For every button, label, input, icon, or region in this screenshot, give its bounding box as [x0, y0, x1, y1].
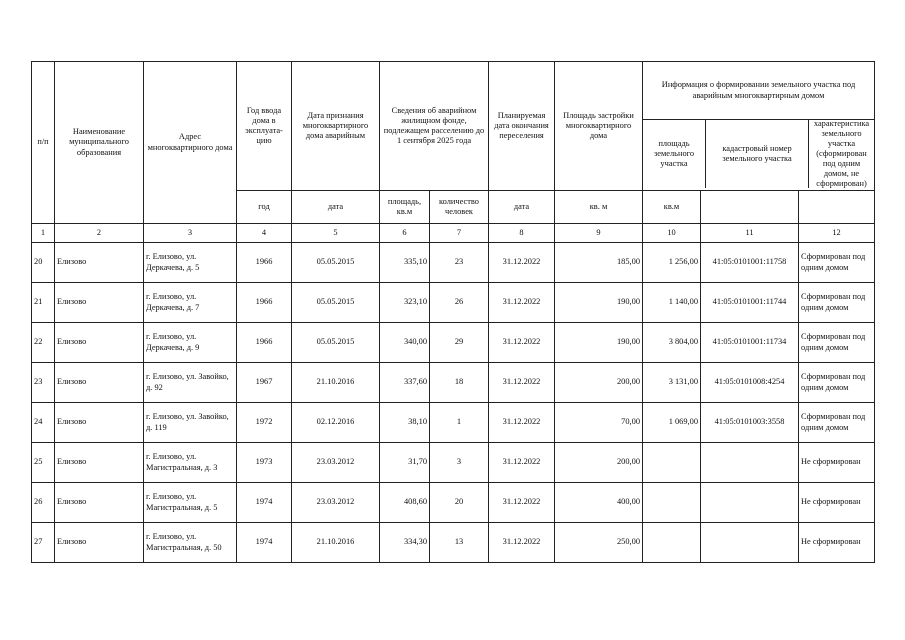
address-cell: г. Елизово, ул. Магистральная, д. 3 — [144, 443, 237, 483]
cadastral-number-cell — [701, 483, 799, 523]
unit-status-empty — [799, 191, 875, 224]
header-address: Адрес многоквартирного дома — [144, 62, 237, 224]
year-cell: 1974 — [237, 483, 292, 523]
cadastral-number-cell: 41:05:0101001:11758 — [701, 243, 799, 283]
column-number: 6 — [380, 224, 430, 243]
year-cell: 1974 — [237, 523, 292, 563]
unit-building-area: кв. м — [555, 191, 643, 224]
row-number: 22 — [32, 323, 55, 363]
date-cell: 05.05.2015 — [292, 243, 380, 283]
column-number: 1 — [32, 224, 55, 243]
building-area-cell: 190,00 — [555, 323, 643, 363]
row-number: 27 — [32, 523, 55, 563]
row-number: 26 — [32, 483, 55, 523]
building-area-cell: 70,00 — [555, 403, 643, 443]
building-area-cell: 200,00 — [555, 443, 643, 483]
column-number: 11 — [701, 224, 799, 243]
building-area-cell: 185,00 — [555, 243, 643, 283]
header-num: п/п — [32, 62, 55, 224]
building-area-cell: 200,00 — [555, 363, 643, 403]
header-year-built: Год ввода дома в эксплуата-цию — [237, 62, 292, 191]
header-land-info-group — [643, 62, 875, 191]
people-cell: 20 — [430, 483, 489, 523]
land-area-cell: 3 131,00 — [643, 363, 701, 403]
land-status-cell: Не сформирован — [799, 483, 875, 523]
land-area-cell — [643, 523, 701, 563]
table-row — [32, 483, 875, 523]
address-cell: г. Елизово, ул. Завойко, д. 119 — [144, 403, 237, 443]
date-cell: 23.03.2012 — [292, 443, 380, 483]
municipality-cell: Елизово — [55, 403, 144, 443]
land-status-cell: Не сформирован — [799, 523, 875, 563]
header-land-status: характеристика земельного участка (сформирован под одним домом, не сформирован) — [813, 118, 870, 189]
area-cell: 408,60 — [380, 483, 430, 523]
land-status-cell: Сформирован под одним домом — [799, 363, 875, 403]
column-number: 2 — [55, 224, 144, 243]
header-cadastral-number: кадастровый номер земельного участка — [706, 120, 809, 188]
area-cell: 38,10 — [380, 403, 430, 443]
area-cell: 31,70 — [380, 443, 430, 483]
building-area-cell: 250,00 — [555, 523, 643, 563]
land-status-cell: Сформирован под одним домом — [799, 283, 875, 323]
unit-area: площадь, кв.м — [380, 191, 430, 224]
column-number: 9 — [555, 224, 643, 243]
land-status-cell: Не сформирован — [799, 443, 875, 483]
land-area-cell — [643, 443, 701, 483]
unit-date: дата — [292, 191, 380, 224]
header-date-recognized: Дата признания многоквартирного дома аварийным — [292, 62, 380, 191]
year-cell: 1966 — [237, 243, 292, 283]
header-planned-date: Планируемая дата окончания переселения — [489, 62, 555, 191]
people-cell: 3 — [430, 443, 489, 483]
address-cell: г. Елизово, ул. Деркачева, д. 7 — [144, 283, 237, 323]
row-number: 20 — [32, 243, 55, 283]
address-cell: г. Елизово, ул. Деркачева, д. 5 — [144, 243, 237, 283]
year-cell: 1967 — [237, 363, 292, 403]
building-area-cell: 400,00 — [555, 483, 643, 523]
date-cell: 05.05.2015 — [292, 323, 380, 363]
unit-land-area: кв.м — [643, 191, 701, 224]
year-cell: 1966 — [237, 283, 292, 323]
land-status-cell: Сформирован под одним домом — [799, 323, 875, 363]
unit-cadastral-empty — [701, 191, 799, 224]
people-cell: 13 — [430, 523, 489, 563]
building-area-cell: 190,00 — [555, 283, 643, 323]
area-cell: 337,60 — [380, 363, 430, 403]
municipality-cell: Елизово — [55, 363, 144, 403]
unit-planned: дата — [489, 191, 555, 224]
column-numbers-row — [32, 224, 875, 243]
address-cell: г. Елизово, ул. Магистральная, д. 50 — [144, 523, 237, 563]
cadastral-number-cell: 41:05:0101001:11744 — [701, 283, 799, 323]
table-row — [32, 323, 875, 363]
land-area-cell: 3 804,00 — [643, 323, 701, 363]
people-cell: 18 — [430, 363, 489, 403]
unit-year: год — [237, 191, 292, 224]
land-area-cell — [643, 483, 701, 523]
municipality-cell: Елизово — [55, 323, 144, 363]
column-number: 3 — [144, 224, 237, 243]
cadastral-number-cell: 41:05:0101008:4254 — [701, 363, 799, 403]
people-cell: 26 — [430, 283, 489, 323]
planned-date-cell: 31.12.2022 — [489, 483, 555, 523]
people-cell: 23 — [430, 243, 489, 283]
column-number: 8 — [489, 224, 555, 243]
table-row — [32, 243, 875, 283]
table-row — [32, 283, 875, 323]
date-cell: 02.12.2016 — [292, 403, 380, 443]
header-building-area: Площадь застройки многоквартирного дома — [555, 62, 643, 191]
municipality-cell: Елизово — [55, 283, 144, 323]
planned-date-cell: 31.12.2022 — [489, 443, 555, 483]
table-row — [32, 523, 875, 563]
planned-date-cell: 31.12.2022 — [489, 323, 555, 363]
column-number: 12 — [799, 224, 875, 243]
land-status-cell: Сформирован под одним домом — [799, 403, 875, 443]
cadastral-number-cell — [701, 523, 799, 563]
municipality-cell: Елизово — [55, 483, 144, 523]
year-cell: 1973 — [237, 443, 292, 483]
table-row — [32, 363, 875, 403]
unit-people: количество человек — [430, 191, 489, 224]
header-resettlement-info: Сведения об аварийном жилищном фонде, подлежащем расселению до 1 сентября 2025 года — [380, 62, 489, 191]
date-cell: 05.05.2015 — [292, 283, 380, 323]
date-cell: 21.10.2016 — [292, 363, 380, 403]
area-cell: 334,30 — [380, 523, 430, 563]
land-area-cell: 1 069,00 — [643, 403, 701, 443]
cadastral-number-cell: 41:05:0101001:11734 — [701, 323, 799, 363]
date-cell: 21.10.2016 — [292, 523, 380, 563]
column-number: 4 — [237, 224, 292, 243]
area-cell: 335,10 — [380, 243, 430, 283]
planned-date-cell: 31.12.2022 — [489, 283, 555, 323]
land-area-cell: 1 140,00 — [643, 283, 701, 323]
municipality-cell: Елизово — [55, 523, 144, 563]
column-number: 7 — [430, 224, 489, 243]
address-cell: г. Елизово, ул. Деркачева, д. 9 — [144, 323, 237, 363]
people-cell: 1 — [430, 403, 489, 443]
cadastral-number-cell — [701, 443, 799, 483]
municipality-cell: Елизово — [55, 243, 144, 283]
row-number: 24 — [32, 403, 55, 443]
emergency-housing-table — [31, 61, 875, 563]
row-number: 25 — [32, 443, 55, 483]
year-cell: 1972 — [237, 403, 292, 443]
municipality-cell: Елизово — [55, 443, 144, 483]
column-number: 10 — [643, 224, 701, 243]
date-cell: 23.03.2012 — [292, 483, 380, 523]
planned-date-cell: 31.12.2022 — [489, 243, 555, 283]
planned-date-cell: 31.12.2022 — [489, 363, 555, 403]
header-municipality: Наименование муниципального образования — [55, 62, 144, 224]
header-land-area: площадь земельного участка — [643, 120, 706, 188]
land-status-cell: Сформирован под одним домом — [799, 243, 875, 283]
row-number: 21 — [32, 283, 55, 323]
people-cell: 29 — [430, 323, 489, 363]
table-row — [32, 403, 875, 443]
header-land-info: Информация о формировании земельного участка под аварийным многоквартирным домом — [643, 62, 874, 120]
area-cell: 323,10 — [380, 283, 430, 323]
address-cell: г. Елизово, ул. Магистральная, д. 5 — [144, 483, 237, 523]
cadastral-number-cell: 41:05:0101003:3558 — [701, 403, 799, 443]
column-number: 5 — [292, 224, 380, 243]
table-row — [32, 443, 875, 483]
year-cell: 1966 — [237, 323, 292, 363]
planned-date-cell: 31.12.2022 — [489, 523, 555, 563]
planned-date-cell: 31.12.2022 — [489, 403, 555, 443]
area-cell: 340,00 — [380, 323, 430, 363]
land-area-cell: 1 256,00 — [643, 243, 701, 283]
row-number: 23 — [32, 363, 55, 403]
address-cell: г. Елизово, ул. Завойко, д. 92 — [144, 363, 237, 403]
